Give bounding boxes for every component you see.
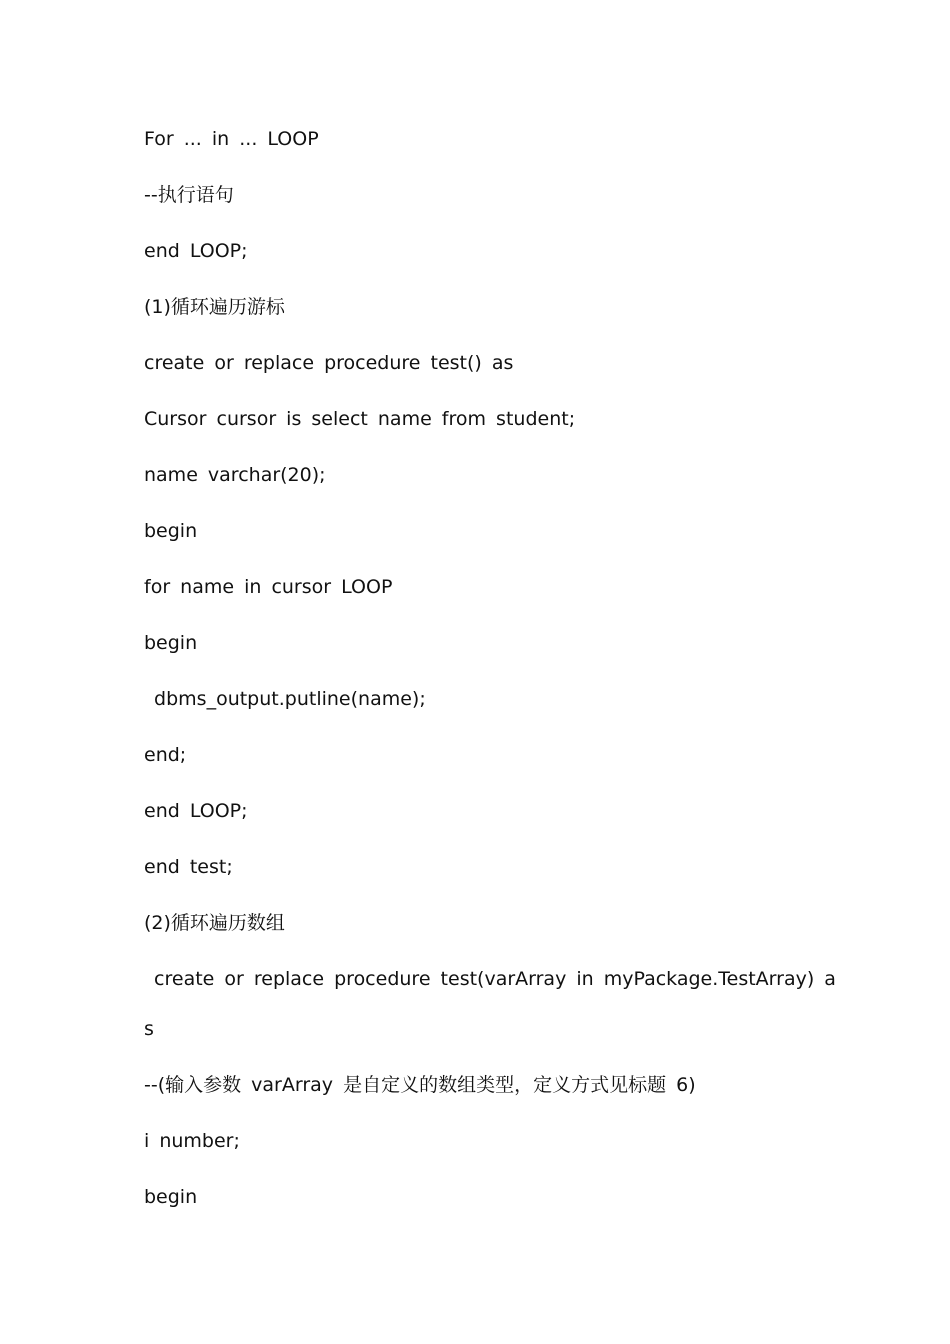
code-text-block (144, 124, 836, 1238)
text-line: end test; (144, 856, 233, 878)
text-line: (2)循环遍历数组 (144, 912, 285, 934)
text-line: --(输入参数 varArray 是自定义的数组类型，定义方式见标题 6) (144, 1074, 696, 1096)
text-line: i number; (144, 1130, 240, 1152)
text-line: end; (144, 744, 187, 766)
text-line: begin (144, 632, 198, 654)
text-line: for name in cursor LOOP (144, 576, 393, 598)
text-line: begin (144, 1186, 198, 1208)
text-line: s (144, 1018, 154, 1040)
text-line: --执行语句 (144, 184, 234, 206)
text-line: create or replace procedure test(varArray in myPackage.TestArray) a (144, 968, 836, 990)
text-line: dbms_output.putline(name); (144, 688, 426, 710)
text-line: For ... in ... LOOP (144, 128, 319, 150)
text-line: (1)循环遍历游标 (144, 296, 285, 318)
text-line: name varchar(20); (144, 464, 326, 486)
text-line: end LOOP; (144, 240, 248, 262)
text-line: end LOOP; (144, 800, 248, 822)
text-line: begin (144, 520, 198, 542)
text-line: Cursor cursor is select name from student; (144, 408, 576, 430)
text-line: create or replace procedure test() as (144, 352, 514, 374)
